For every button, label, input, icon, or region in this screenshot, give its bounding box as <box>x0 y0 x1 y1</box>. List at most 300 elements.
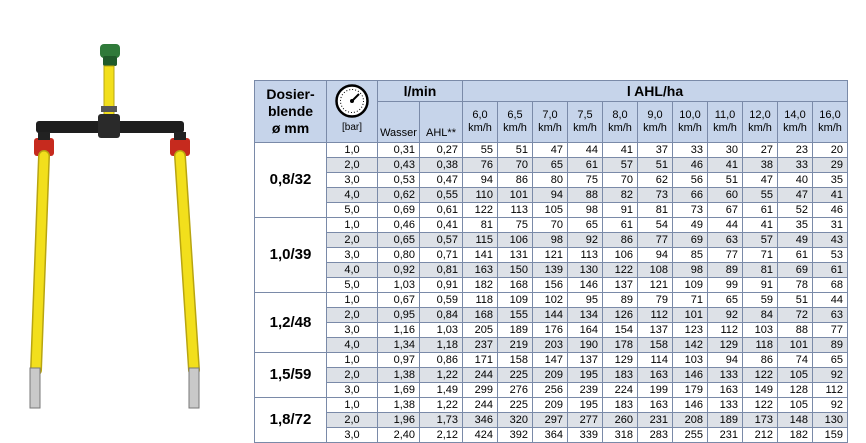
pressure-cell: 1,0 <box>327 293 378 308</box>
rate-cell: 61 <box>568 158 603 173</box>
speed-unit: km/h <box>608 122 632 134</box>
rate-cell: 129 <box>603 353 638 368</box>
rate-cell: 112 <box>813 383 848 398</box>
flow-cell: 0,65 <box>378 233 420 248</box>
rate-cell: 66 <box>673 188 708 203</box>
rate-cell: 106 <box>498 233 533 248</box>
rate-cell: 108 <box>638 263 673 278</box>
rate-cell: 276 <box>498 383 533 398</box>
table-row <box>255 263 848 278</box>
rate-cell: 110 <box>463 188 498 203</box>
rate-cell: 63 <box>708 233 743 248</box>
pressure-cell: 5,0 <box>327 278 378 293</box>
rate-cell: 133 <box>708 398 743 413</box>
rate-cell: 171 <box>463 353 498 368</box>
flow-cell: 1,22 <box>420 398 463 413</box>
blende-size: 1,0/39 <box>255 218 327 293</box>
header-lmin: l/min <box>378 81 463 102</box>
rate-cell: 137 <box>568 353 603 368</box>
speed-value: 6,5 <box>507 109 523 121</box>
pressure-cell: 1,0 <box>327 143 378 158</box>
rate-cell: 179 <box>673 383 708 398</box>
rate-cell: 105 <box>778 398 813 413</box>
rate-cell: 89 <box>708 263 743 278</box>
flow-cell: 1,38 <box>378 398 420 413</box>
rate-cell: 118 <box>463 293 498 308</box>
rate-cell: 130 <box>568 263 603 278</box>
rate-cell: 92 <box>813 368 848 383</box>
header-speed <box>638 102 673 143</box>
flow-cell: 1,38 <box>378 368 420 383</box>
rate-cell: 59 <box>743 293 778 308</box>
flow-cell: 0,81 <box>420 263 463 278</box>
blende-size: 0,8/32 <box>255 143 327 218</box>
rate-cell: 47 <box>533 143 568 158</box>
rate-cell: 27 <box>743 143 778 158</box>
rate-cell: 121 <box>638 278 673 293</box>
rate-cell: 121 <box>533 248 568 263</box>
speed-value: 8,0 <box>612 109 628 121</box>
rate-cell: 129 <box>708 338 743 353</box>
rate-cell: 318 <box>603 428 638 443</box>
rate-cell: 137 <box>638 323 673 338</box>
rate-cell: 86 <box>498 173 533 188</box>
table-row <box>255 158 848 173</box>
rate-cell: 77 <box>708 248 743 263</box>
rate-cell: 95 <box>568 293 603 308</box>
rate-cell: 209 <box>533 368 568 383</box>
table-row <box>255 143 848 158</box>
rate-cell: 112 <box>638 308 673 323</box>
speed-value: 7,0 <box>542 109 558 121</box>
pressure-cell: 2,0 <box>327 368 378 383</box>
rate-cell: 92 <box>568 233 603 248</box>
rate-cell: 118 <box>743 338 778 353</box>
header-speed <box>673 102 708 143</box>
rate-cell: 163 <box>708 383 743 398</box>
speed-value: 14,0 <box>784 109 806 121</box>
rate-cell: 70 <box>498 158 533 173</box>
flow-cell: 0,55 <box>420 188 463 203</box>
rate-cell: 49 <box>673 218 708 233</box>
rate-cell: 155 <box>498 308 533 323</box>
rate-cell: 91 <box>743 278 778 293</box>
header-speed <box>778 102 813 143</box>
flow-cell: 0,95 <box>378 308 420 323</box>
rate-cell: 41 <box>603 143 638 158</box>
rate-cell: 88 <box>778 323 813 338</box>
rate-cell: 77 <box>813 323 848 338</box>
rate-cell: 219 <box>498 338 533 353</box>
blende-size: 1,2/48 <box>255 293 327 353</box>
speed-unit: km/h <box>783 122 807 134</box>
rate-cell: 61 <box>813 263 848 278</box>
flow-cell: 0,71 <box>420 248 463 263</box>
header-ahl: AHL** <box>420 102 463 143</box>
table-row <box>255 233 848 248</box>
rate-cell: 63 <box>813 308 848 323</box>
speed-unit: km/h <box>503 122 527 134</box>
flow-cell: 0,91 <box>420 278 463 293</box>
rate-cell: 112 <box>708 323 743 338</box>
flow-cell: 1,03 <box>378 278 420 293</box>
rate-cell: 190 <box>568 338 603 353</box>
pressure-cell: 3,0 <box>327 428 378 443</box>
flow-cell: 1,34 <box>378 338 420 353</box>
rate-cell: 146 <box>673 398 708 413</box>
rate-cell: 154 <box>603 323 638 338</box>
table-row <box>255 218 848 233</box>
header-speed <box>603 102 638 143</box>
speed-unit: km/h <box>748 122 772 134</box>
table-row <box>255 203 848 218</box>
rate-cell: 164 <box>568 323 603 338</box>
rate-cell: 55 <box>463 143 498 158</box>
pressure-cell: 4,0 <box>327 263 378 278</box>
flow-cell: 0,38 <box>420 158 463 173</box>
rate-cell: 47 <box>743 173 778 188</box>
speed-unit: km/h <box>678 122 702 134</box>
rate-cell: 189 <box>498 323 533 338</box>
speed-value: 10,0 <box>679 109 701 121</box>
speed-unit: km/h <box>818 122 842 134</box>
rate-cell: 43 <box>813 233 848 248</box>
header-speed <box>813 102 848 143</box>
rate-cell: 133 <box>708 368 743 383</box>
table-row <box>255 398 848 413</box>
table-row <box>255 188 848 203</box>
rate-cell: 61 <box>743 203 778 218</box>
rate-cell: 163 <box>463 263 498 278</box>
rate-cell: 33 <box>778 158 813 173</box>
rate-cell: 98 <box>568 203 603 218</box>
rate-cell: 299 <box>463 383 498 398</box>
pressure-cell: 4,0 <box>327 338 378 353</box>
rate-cell: 105 <box>778 368 813 383</box>
pressure-cell: 1,0 <box>327 353 378 368</box>
hose-assembly-image <box>0 0 240 441</box>
pressure-cell: 3,0 <box>327 383 378 398</box>
rate-cell: 81 <box>638 203 673 218</box>
rate-cell: 182 <box>463 278 498 293</box>
speed-value: 7,5 <box>577 109 593 121</box>
rate-cell: 73 <box>673 203 708 218</box>
rate-cell: 91 <box>603 203 638 218</box>
pressure-cell: 1,0 <box>327 218 378 233</box>
rate-cell: 163 <box>638 368 673 383</box>
rate-cell: 106 <box>603 248 638 263</box>
rate-cell: 49 <box>778 233 813 248</box>
rate-cell: 205 <box>463 323 498 338</box>
rate-cell: 239 <box>568 383 603 398</box>
rate-cell: 105 <box>533 203 568 218</box>
rate-cell: 244 <box>463 398 498 413</box>
rate-cell: 44 <box>813 293 848 308</box>
rate-cell: 94 <box>638 248 673 263</box>
rate-cell: 65 <box>813 353 848 368</box>
rate-cell: 122 <box>603 263 638 278</box>
table-row <box>255 338 848 353</box>
rate-cell: 40 <box>778 173 813 188</box>
rate-cell: 156 <box>533 278 568 293</box>
rate-cell: 150 <box>498 263 533 278</box>
rate-cell: 44 <box>568 143 603 158</box>
rate-cell: 123 <box>673 323 708 338</box>
flow-cell: 1,96 <box>378 413 420 428</box>
table-row <box>255 428 848 443</box>
rate-cell: 130 <box>813 413 848 428</box>
rate-cell: 92 <box>813 398 848 413</box>
flow-cell: 0,31 <box>378 143 420 158</box>
table-row <box>255 248 848 263</box>
flow-cell: 0,41 <box>420 218 463 233</box>
table-row <box>255 323 848 338</box>
rate-cell: 20 <box>813 143 848 158</box>
dosing-table <box>254 80 848 443</box>
rate-cell: 51 <box>498 143 533 158</box>
blende-size: 1,8/72 <box>255 398 327 443</box>
flow-cell: 2,12 <box>420 428 463 443</box>
rate-cell: 224 <box>603 383 638 398</box>
rate-cell: 244 <box>463 368 498 383</box>
rate-cell: 72 <box>778 308 813 323</box>
rate-cell: 51 <box>778 293 813 308</box>
rate-cell: 364 <box>533 428 568 443</box>
rate-cell: 79 <box>638 293 673 308</box>
flow-cell: 1,16 <box>378 323 420 338</box>
rate-cell: 199 <box>638 383 673 398</box>
rate-cell: 65 <box>568 218 603 233</box>
table-body <box>255 143 848 443</box>
rate-cell: 46 <box>813 203 848 218</box>
rate-cell: 88 <box>568 188 603 203</box>
flow-cell: 0,92 <box>378 263 420 278</box>
rate-cell: 41 <box>813 188 848 203</box>
rate-cell: 158 <box>638 338 673 353</box>
rate-cell: 52 <box>778 203 813 218</box>
rate-cell: 85 <box>673 248 708 263</box>
rate-cell: 260 <box>603 413 638 428</box>
table-row <box>255 293 848 308</box>
rate-cell: 209 <box>533 398 568 413</box>
rate-cell: 57 <box>743 233 778 248</box>
pressure-cell: 4,0 <box>327 188 378 203</box>
rate-cell: 225 <box>498 398 533 413</box>
rate-cell: 99 <box>708 278 743 293</box>
rate-cell: 67 <box>708 203 743 218</box>
rate-cell: 149 <box>743 383 778 398</box>
rate-cell: 146 <box>673 368 708 383</box>
rate-cell: 78 <box>778 278 813 293</box>
flow-cell: 0,62 <box>378 188 420 203</box>
speed-value: 12,0 <box>749 109 771 121</box>
header-speed <box>568 102 603 143</box>
rate-cell: 183 <box>603 398 638 413</box>
rate-cell: 89 <box>813 338 848 353</box>
rate-cell: 41 <box>743 218 778 233</box>
rate-cell: 392 <box>498 428 533 443</box>
rate-cell: 183 <box>603 368 638 383</box>
rate-cell: 57 <box>603 158 638 173</box>
rate-cell: 47 <box>778 188 813 203</box>
rate-cell: 168 <box>463 308 498 323</box>
rate-cell: 131 <box>498 248 533 263</box>
flow-cell: 0,61 <box>420 203 463 218</box>
rate-cell: 81 <box>463 218 498 233</box>
rate-cell: 189 <box>708 413 743 428</box>
flow-cell: 0,80 <box>378 248 420 263</box>
table-row <box>255 173 848 188</box>
rate-cell: 98 <box>673 263 708 278</box>
flow-cell: 1,73 <box>420 413 463 428</box>
rate-cell: 212 <box>743 428 778 443</box>
rate-cell: 163 <box>638 398 673 413</box>
rate-cell: 31 <box>813 218 848 233</box>
flow-cell: 0,47 <box>420 173 463 188</box>
rate-cell: 346 <box>463 413 498 428</box>
rate-cell: 70 <box>603 173 638 188</box>
rate-cell: 86 <box>743 353 778 368</box>
rate-cell: 53 <box>813 248 848 263</box>
flow-cell: 0,27 <box>420 143 463 158</box>
flow-cell: 0,59 <box>420 293 463 308</box>
pressure-cell: 2,0 <box>327 233 378 248</box>
header-speed <box>498 102 533 143</box>
rate-cell: 146 <box>568 278 603 293</box>
speed-value: 9,0 <box>647 109 663 121</box>
pressure-cell: 3,0 <box>327 248 378 263</box>
rate-cell: 76 <box>463 158 498 173</box>
header-pressure <box>327 81 378 143</box>
rate-cell: 35 <box>778 218 813 233</box>
rate-cell: 115 <box>463 233 498 248</box>
rate-cell: 122 <box>463 203 498 218</box>
rate-cell: 109 <box>498 293 533 308</box>
rate-cell: 208 <box>673 413 708 428</box>
rate-cell: 46 <box>673 158 708 173</box>
rate-cell: 101 <box>778 338 813 353</box>
rate-cell: 113 <box>568 248 603 263</box>
rate-cell: 86 <box>603 233 638 248</box>
table-row <box>255 383 848 398</box>
rate-cell: 297 <box>533 413 568 428</box>
speed-value: 6,0 <box>472 109 488 121</box>
rate-cell: 37 <box>638 143 673 158</box>
rate-cell: 65 <box>533 158 568 173</box>
rate-cell: 203 <box>533 338 568 353</box>
rate-cell: 75 <box>498 218 533 233</box>
flow-cell: 0,46 <box>378 218 420 233</box>
pressure-unit: [bar] <box>341 122 362 133</box>
rate-cell: 255 <box>673 428 708 443</box>
header-speed <box>533 102 568 143</box>
rate-cell: 35 <box>813 173 848 188</box>
rate-cell: 122 <box>743 398 778 413</box>
table-row <box>255 308 848 323</box>
rate-cell: 61 <box>778 248 813 263</box>
table-row <box>255 413 848 428</box>
pressure-cell: 3,0 <box>327 173 378 188</box>
rate-cell: 65 <box>708 293 743 308</box>
rate-cell: 94 <box>463 173 498 188</box>
header-dosierblende: Dosier- blende ø mm <box>255 81 327 143</box>
rate-cell: 114 <box>638 353 673 368</box>
flow-cell: 1,22 <box>420 368 463 383</box>
rate-cell: 225 <box>498 368 533 383</box>
rate-cell: 73 <box>638 188 673 203</box>
flow-cell: 0,84 <box>420 308 463 323</box>
speed-unit: km/h <box>538 122 562 134</box>
rate-cell: 283 <box>638 428 673 443</box>
pressure-cell: 2,0 <box>327 158 378 173</box>
header-speed <box>708 102 743 143</box>
rate-cell: 139 <box>533 263 568 278</box>
rate-cell: 92 <box>708 308 743 323</box>
pressure-gauge-icon <box>335 84 369 118</box>
rate-cell: 256 <box>533 383 568 398</box>
rate-cell: 80 <box>533 173 568 188</box>
flow-cell: 2,40 <box>378 428 420 443</box>
rate-cell: 102 <box>533 293 568 308</box>
pressure-cell: 2,0 <box>327 308 378 323</box>
rate-cell: 144 <box>533 308 568 323</box>
rate-cell: 38 <box>743 158 778 173</box>
flow-cell: 0,86 <box>420 353 463 368</box>
header-speed <box>743 102 778 143</box>
rate-cell: 55 <box>743 188 778 203</box>
rate-cell: 62 <box>638 173 673 188</box>
rate-cell: 103 <box>673 353 708 368</box>
rate-cell: 231 <box>708 428 743 443</box>
pressure-cell: 5,0 <box>327 203 378 218</box>
rate-cell: 33 <box>673 143 708 158</box>
flow-cell: 0,97 <box>378 353 420 368</box>
rate-cell: 126 <box>603 308 638 323</box>
rate-cell: 176 <box>533 323 568 338</box>
table-row <box>255 353 848 368</box>
rate-cell: 103 <box>743 323 778 338</box>
rate-cell: 158 <box>498 353 533 368</box>
rate-cell: 424 <box>463 428 498 443</box>
rate-cell: 94 <box>708 353 743 368</box>
rate-cell: 75 <box>568 173 603 188</box>
rate-cell: 71 <box>673 293 708 308</box>
flow-cell: 1,03 <box>420 323 463 338</box>
rate-cell: 82 <box>603 188 638 203</box>
rate-cell: 339 <box>568 428 603 443</box>
rate-cell: 29 <box>813 158 848 173</box>
rate-cell: 159 <box>813 428 848 443</box>
rate-cell: 81 <box>743 263 778 278</box>
rate-cell: 178 <box>603 338 638 353</box>
rate-cell: 69 <box>673 233 708 248</box>
rate-cell: 147 <box>533 353 568 368</box>
rate-cell: 30 <box>708 143 743 158</box>
pressure-cell: 3,0 <box>327 323 378 338</box>
table-row <box>255 278 848 293</box>
rate-cell: 137 <box>603 278 638 293</box>
rate-cell: 113 <box>498 203 533 218</box>
rate-cell: 237 <box>463 338 498 353</box>
rate-cell: 61 <box>603 218 638 233</box>
dosing-table-container <box>254 80 848 443</box>
rate-cell: 51 <box>638 158 673 173</box>
pressure-cell: 1,0 <box>327 398 378 413</box>
rate-cell: 148 <box>778 413 813 428</box>
flow-cell: 0,67 <box>378 293 420 308</box>
rate-cell: 54 <box>638 218 673 233</box>
rate-cell: 94 <box>533 188 568 203</box>
